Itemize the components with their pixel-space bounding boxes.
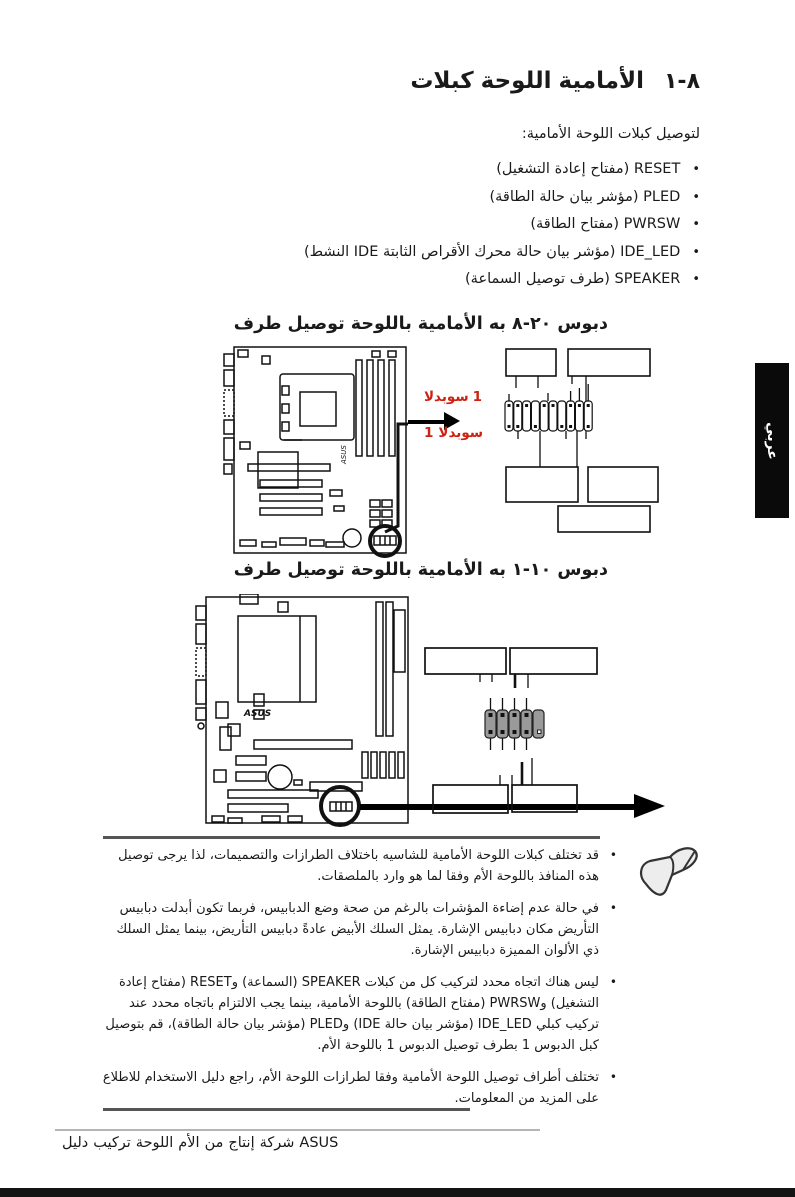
pin1-label-top: سوبدلا 1 — [424, 389, 484, 405]
list-item: • SPEAKER (طرف توصيل السماعة) — [304, 266, 700, 294]
list-item: • RESET (مفتاح إعادة التشغيل) — [304, 156, 700, 184]
notes-list — [100, 845, 617, 1120]
language-tab-label: عربي — [764, 421, 781, 460]
page-title — [410, 68, 700, 94]
page-title-text: كبلات اللوحة الأمامية — [410, 68, 644, 94]
section-number: ٨-١ — [663, 69, 700, 94]
list-item: • PLED (مؤشر بيان حالة الطاقة) — [304, 184, 700, 212]
language-tab — [755, 363, 789, 518]
list-item: • IDE_LED (مؤشر بيان حالة محرك الأقراص الثابتة IDE النشط) — [304, 239, 700, 267]
footer-text: دليل تركيب اللوحة الأم من إنتاج شركة ASUS — [62, 1135, 339, 1151]
svg-text:ASUS: ASUS — [340, 445, 348, 464]
highlight-circle-2 — [321, 787, 359, 825]
section-heading-10-1: طرف توصيل باللوحة الأمامية به ١٠-١ دبوس — [233, 560, 608, 580]
motherboard-diagram-2 — [192, 594, 412, 829]
pin1-label-bottom: 1 سوبدلا — [424, 425, 484, 441]
section-heading-20-8: طرف توصيل باللوحة الأمامية به ٢٠-٨ دبوس — [233, 314, 608, 334]
connector-diagram-20-8 — [420, 344, 665, 539]
footer-divider — [55, 1129, 540, 1131]
note-item: • في حالة عدم إضاءة المؤشرات بالرغم من صحة وضع الدبابيس، فربما تكون أبدلت دبابيس التأريض مكان دبابيس الإشارة. يمثل السلك الأبيض عادةً دبابيس التأريض، بينما يمثل السلك ذي الألوان المميزة دبابيس الإشارة. — [100, 898, 617, 961]
motherboard-diagram-1 — [222, 344, 412, 559]
note-item: • قد تختلف كبلات اللوحة الأمامية للشاسيه باختلاف الطرازات والتصميمات، لذا يرجى توصيل هذه المنافذ باللوحة الأم وفقا لما هو وارد بالملصقات. — [100, 845, 617, 887]
note-item: • ليس هناك اتجاه محدد لتركيب كل من كبلات SPEAKER (السماعة) وRESET (مفتاح إعادة التشغيل) وPWRSW (مفتاح الطاقة) باللوحة الأمامية، بينما يجب الالتزام باتجاه محدد عند تركيب كبلي IDE_LED (مؤشر بيان حالة IDE) وPLED (مؤشر بيان حالة الطاقة)، قم بتوصيل كبل الدبوس 1 بطرف توصيل الدبوس 1 باللوحة الأم. — [100, 972, 617, 1056]
notes-bottom-divider — [103, 1108, 470, 1111]
page-bottom-edge — [0, 1188, 795, 1197]
notes-top-divider — [103, 836, 600, 839]
cable-list — [304, 156, 700, 294]
note-hand-icon — [636, 844, 702, 906]
connector-diagram-10-1 — [420, 640, 670, 820]
note-item: • تختلف أطراف توصيل اللوحة الأمامية وفقا لطرازات اللوحة الأم، راجع دليل الاستخدام للاطلاع على المزيد من المعلومات. — [100, 1067, 617, 1109]
svg-text:ASUS: ASUS — [244, 709, 272, 719]
list-item: • PWRSW (مفتاح الطاقة) — [304, 211, 700, 239]
intro-text: لتوصيل كبلات اللوحة الأمامية: — [521, 126, 700, 142]
